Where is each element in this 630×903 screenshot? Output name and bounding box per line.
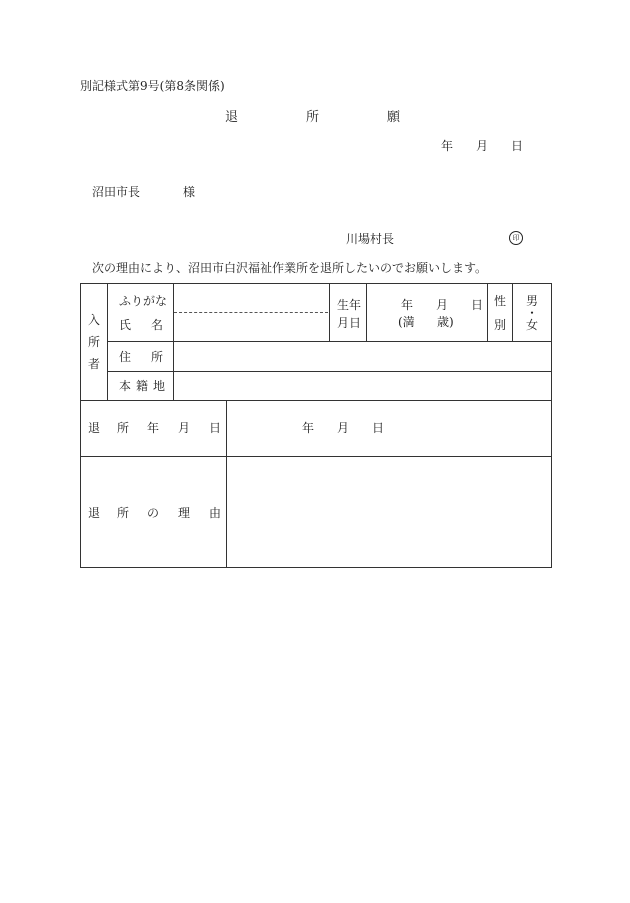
reason-label-char: 由	[209, 506, 222, 520]
column-divider	[173, 284, 174, 400]
birth-label-line-1: 生年	[337, 298, 362, 312]
entrant-label-char: 者	[88, 357, 101, 371]
exit-year-label: 年	[302, 421, 315, 435]
furigana-divider	[174, 312, 328, 313]
exit-application-form	[80, 283, 552, 568]
sender-title: 川場村長	[346, 232, 395, 246]
entrant-label-char: 所	[88, 335, 101, 349]
domicile-label-char: 地	[153, 379, 166, 393]
gender-separator: ・	[526, 306, 539, 320]
birth-label-line-2: 月日	[337, 316, 362, 330]
domicile-label-char: 籍	[136, 379, 149, 393]
entrant-label-char: 入	[88, 313, 101, 327]
reason-label-char: の	[147, 506, 160, 520]
reason-label-char: 退	[88, 506, 101, 520]
column-divider	[366, 284, 367, 341]
form-reference: 別記様式第9号(第8条関係)	[80, 79, 225, 93]
column-divider	[512, 284, 513, 341]
name-field[interactable]	[175, 314, 327, 339]
address-field[interactable]	[175, 343, 551, 370]
domicile-label-char: 本	[119, 379, 132, 393]
exit-date-label-char: 退	[88, 421, 101, 435]
birth-month-label: 月	[436, 298, 449, 312]
document-title-char-2: 所	[306, 110, 320, 125]
column-divider	[329, 284, 330, 341]
date-day-label: 日	[511, 139, 524, 153]
row-divider	[81, 456, 552, 457]
address-label-char: 所	[151, 350, 164, 364]
date-year-label: 年	[441, 139, 454, 153]
reason-label-char: 所	[117, 506, 130, 520]
birth-day-label: 日	[471, 298, 484, 312]
addressee-name: 沼田市長	[92, 185, 141, 199]
name-label-char: 名	[151, 318, 164, 332]
name-label-char: 氏	[119, 318, 132, 332]
furigana-field[interactable]	[175, 286, 327, 310]
addressee-honorific: 様	[183, 185, 196, 199]
intro-text: 次の理由により、沼田市白沢福祉作業所を退所したいのでお願いします。	[92, 261, 488, 275]
exit-date-field[interactable]	[228, 402, 551, 455]
age-unit-label: 歳)	[437, 315, 454, 329]
exit-date-label-char: 所	[117, 421, 130, 435]
gender-label-char: 別	[494, 318, 507, 332]
address-label-char: 住	[119, 350, 132, 364]
exit-date-label-char: 日	[209, 421, 222, 435]
furigana-label: ふりがな	[119, 294, 168, 308]
exit-date-label-char: 年	[147, 421, 160, 435]
birth-year-label: 年	[401, 298, 414, 312]
exit-month-label: 月	[337, 421, 350, 435]
column-divider	[226, 400, 227, 568]
gender-option-female[interactable]: 女	[526, 318, 539, 332]
row-divider	[81, 400, 552, 401]
domicile-field[interactable]	[175, 373, 551, 399]
column-divider	[107, 284, 108, 400]
exit-day-label: 日	[372, 421, 385, 435]
document-title-char-1: 退	[225, 110, 239, 125]
gender-label-char: 性	[494, 294, 507, 308]
exit-date-label-char: 月	[178, 421, 191, 435]
document-title-char-3: 願	[387, 110, 401, 125]
reason-label-char: 理	[178, 506, 191, 520]
gender-option-male[interactable]: 男	[526, 294, 539, 308]
seal-mark: 印	[509, 231, 523, 245]
age-open-label: (満	[398, 315, 415, 329]
date-month-label: 月	[476, 139, 489, 153]
column-divider	[487, 284, 488, 341]
reason-field[interactable]	[228, 458, 551, 567]
